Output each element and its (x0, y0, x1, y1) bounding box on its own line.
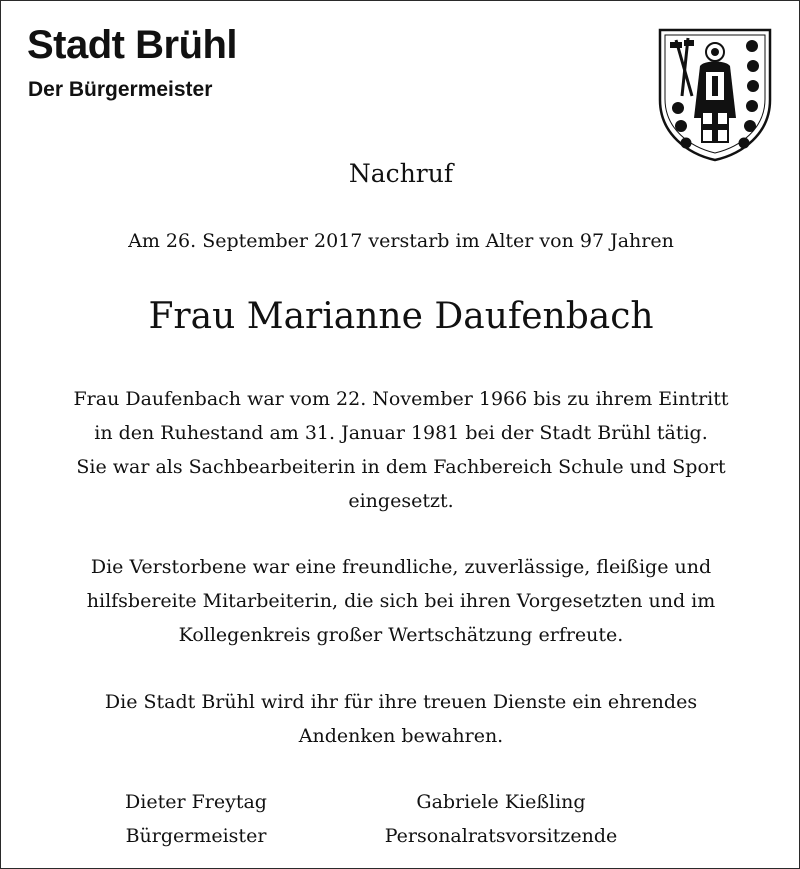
signature-title: Bürgermeister (125, 825, 267, 847)
paragraph-line: hilfsbereite Mitarbeiterin, die sich bei ihren Vorgesetzten und im (86, 590, 716, 612)
paragraph-line: eingesetzt. (348, 490, 454, 512)
signature-name: Gabriele Kießling (416, 791, 586, 813)
paragraph-character (1, 550, 800, 652)
deceased-name: Frau Marianne Daufenbach (148, 296, 654, 337)
paragraph-line: Andenken bewahren. (298, 725, 504, 747)
coat-of-arms-icon (656, 26, 774, 162)
signature-staff-council (346, 785, 656, 853)
paragraph-line: Sie war als Sachbearbeiterin in dem Fachbereich Schule und Sport (76, 456, 726, 478)
paragraph-service (1, 382, 800, 518)
org-name: Stadt Brühl (27, 23, 238, 67)
notice-intro: Am 26. September 2017 verstarb im Alter von 97 Jahren (128, 230, 674, 252)
paragraph-line: Kollegenkreis großer Wertschätzung erfreute. (178, 624, 624, 646)
org-subtitle: Der Bürgermeister (28, 78, 213, 101)
paragraph-line: Die Stadt Brühl wird ihr für ihre treuen Dienste ein ehrendes (104, 691, 698, 713)
paragraph-line: Die Verstorbene war eine freundliche, zuverlässige, fleißige und (90, 556, 712, 578)
signature-name: Dieter Freytag (125, 791, 267, 813)
paragraph-remembrance (1, 685, 800, 753)
paragraph-line: Frau Daufenbach war vom 22. November 1966 bis zu ihrem Eintritt (73, 388, 729, 410)
paragraph-line: in den Ruhestand am 31. Januar 1981 bei der Stadt Brühl tätig. (94, 422, 708, 444)
signature-title: Personalratsvorsitzende (384, 825, 618, 847)
signature-mayor (86, 785, 306, 853)
notice-heading: Nachruf (348, 159, 454, 188)
